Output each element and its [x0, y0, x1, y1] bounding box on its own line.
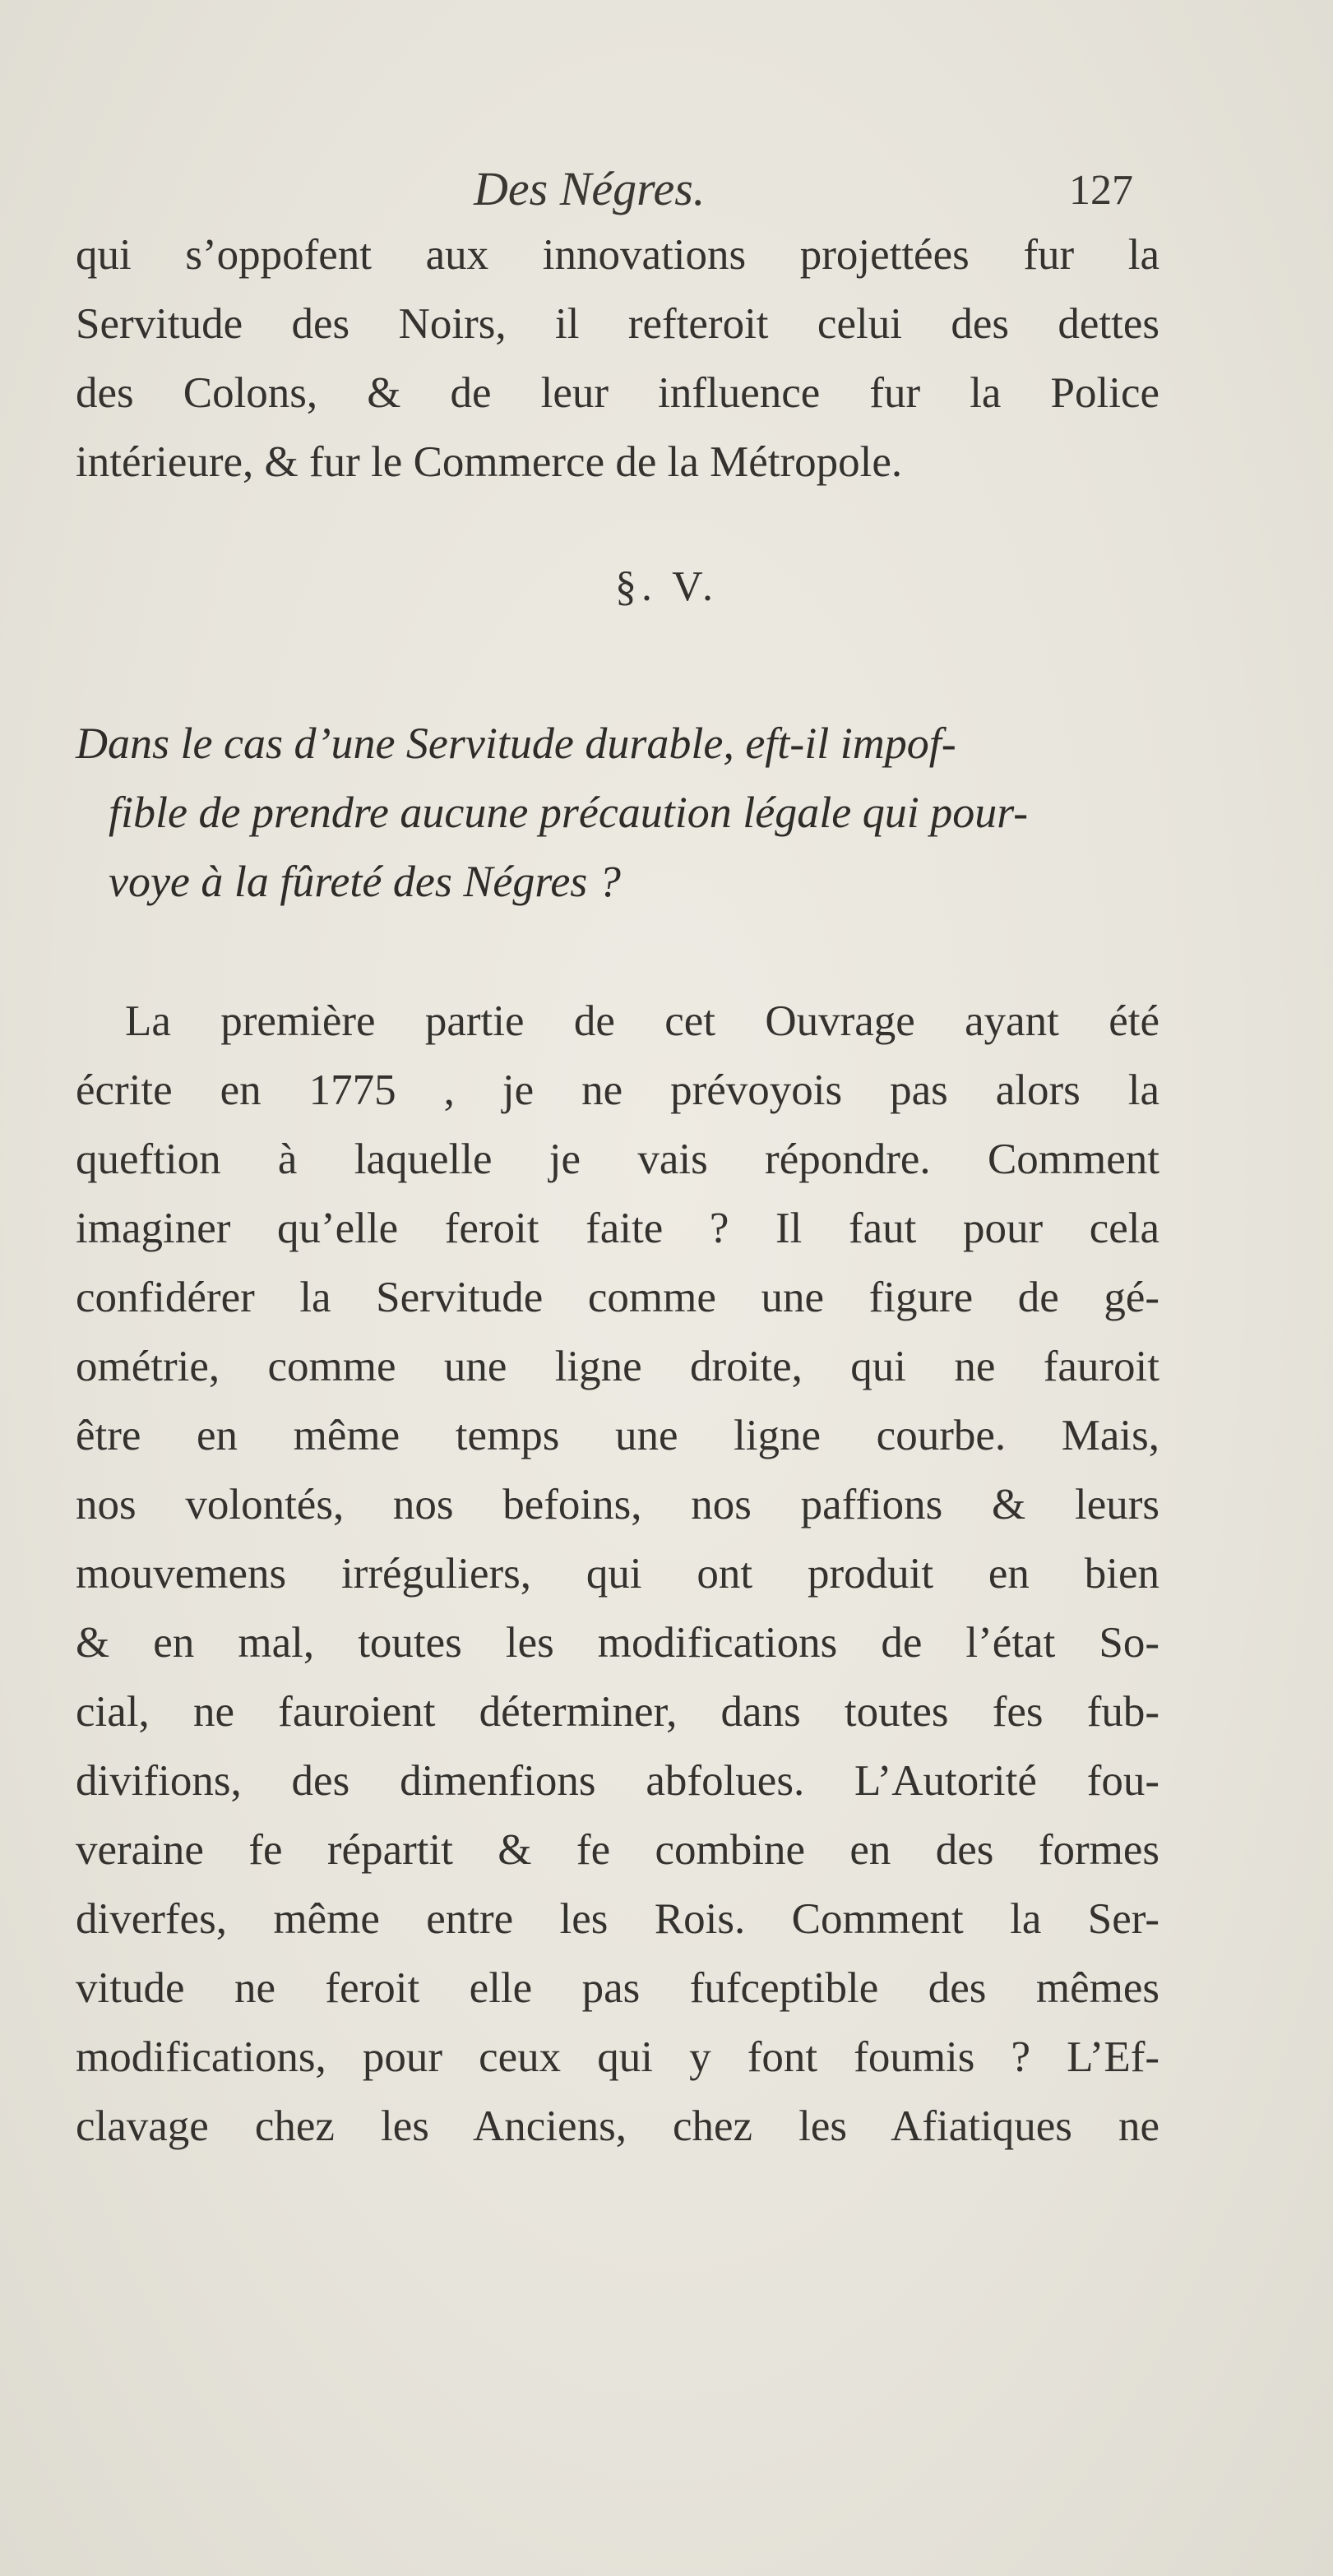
running-title: Des Négres. [474, 162, 706, 215]
heading-line: Dans le cas d’une Servitude durable, eft-il impof- [76, 719, 956, 768]
text-line: mouvemens irréguliers, qui ont produit en bien [76, 1550, 1159, 1598]
main-paragraph [76, 987, 1159, 2161]
text-line: intérieure, & fur le Commerce de la Métropole. [76, 438, 903, 486]
text-line: confidérer la Servitude comme une figure de gé- [76, 1274, 1159, 1321]
page-header [0, 161, 1333, 227]
text-line: nos volontés, nos befoins, nos paffions & leurs [76, 1481, 1159, 1528]
text-line: vitude ne feroit elle pas fufceptible des mêmes [76, 1964, 1159, 2012]
text-line: divifions, des dimenfions abfolues. L’Autorité fou- [76, 1757, 1159, 1805]
heading-line: voye à la fûreté des Négres ? [109, 857, 621, 906]
text-line: diverfes, même entre les Rois. Comment la Ser- [76, 1895, 1159, 1943]
text-line: ométrie, comme une ligne droite, qui ne fauroit [76, 1343, 1159, 1390]
text-line: cial, ne fauroient déterminer, dans toutes fes fub- [76, 1688, 1159, 1736]
text-line: être en même temps une ligne courbe. Mais, [76, 1412, 1159, 1459]
text-line: écrite en 1775 , je ne prévoyois pas alors la [76, 1066, 1159, 1114]
heading-line: fible de prendre aucune précaution légale qui pour- [109, 788, 1029, 837]
text-line: qui s’oppofent aux innovations projettées fur la [76, 231, 1159, 279]
text-line: des Colons, & de leur influence fur la Police [76, 369, 1159, 417]
text-line: Servitude des Noirs, il refteroit celui des dettes [76, 300, 1159, 348]
section-mark: §. V. [615, 563, 718, 610]
text-line: modifications, pour ceux qui y font foumis ? L’Ef- [76, 2033, 1159, 2081]
page-number: 127 [1069, 167, 1133, 214]
top-paragraph [76, 220, 1159, 497]
text-line: veraine fe répartit & fe combine en des formes [76, 1826, 1159, 1874]
text-line: imaginer qu’elle feroit faite ? Il faut pour cela [76, 1205, 1159, 1252]
text-line: queftion à laquelle je vais répondre. Comment [76, 1135, 1159, 1183]
text-line: & en mal, toutes les modifications de l’état So- [76, 1619, 1159, 1667]
text-line: clavage chez les Anciens, chez les Afiatiques ne [76, 2102, 1159, 2150]
text-line: La première partie de cet Ouvrage ayant été [125, 997, 1159, 1045]
section-heading [76, 709, 1169, 916]
